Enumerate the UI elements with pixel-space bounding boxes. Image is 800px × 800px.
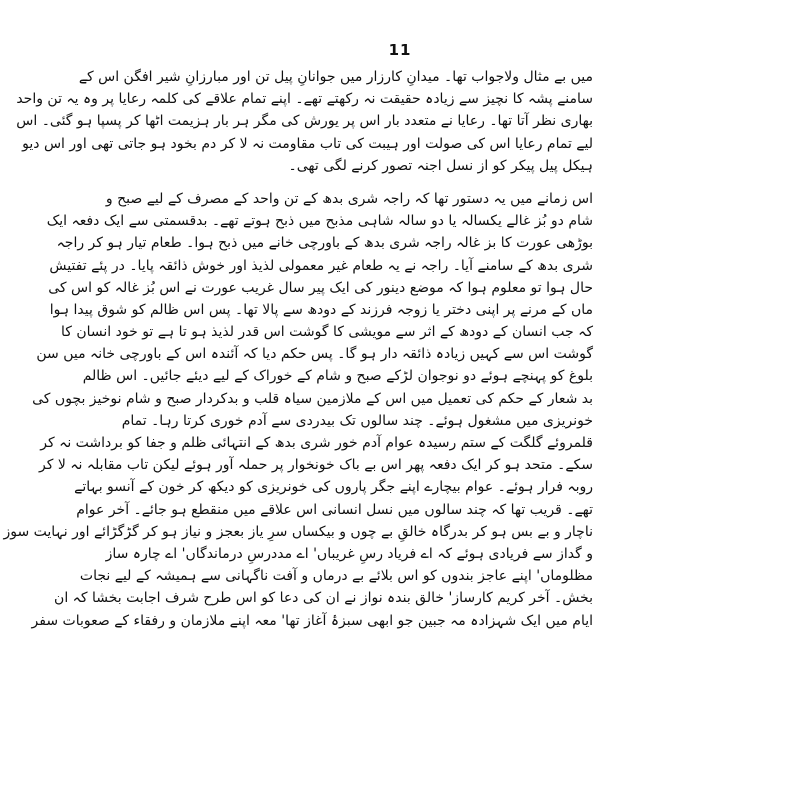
text-line: گوشت اس سے کہیں زیادہ ذائقہ دار ہو گا۔ پس حکم دیا کہ آئندہ اس کے باورچی خانہ میں سن bbox=[36, 346, 593, 363]
text-line: میں بے مثال ولاجواب تھا۔ میدانِ کارزار میں جوانانِ پیل تن اور مبارزانِ شیر افگن اس کے bbox=[78, 69, 593, 85]
body-text bbox=[3, 66, 593, 632]
text-line: شام دو بُز غالے یکسالہ یا دو سالہ شاہی مذبح میں ذبح ہوتے تھے۔ بدقسمتی سے ایک دفعہ ایک bbox=[46, 213, 593, 230]
text-line: حال ہوا تو معلوم ہوا کہ موضع دینور کی ایک پیر سال غریب عورت نے اس بُز غالہ کو اس کی bbox=[48, 279, 593, 296]
page-number: 11 bbox=[388, 41, 412, 59]
text-line: و گداز سے فریادی ہوئے کہ اے فریاد رسِ غریباں' اے مددرسِ درماندگاں' اے چارہ ساز bbox=[105, 545, 593, 562]
text-line: لیے تمام رعایا اس کی صولت اور ہیبت کی تاب مقاومت نہ لا کر دم بخود ہو جاتی تھی اور اس دیو bbox=[22, 135, 593, 152]
text-line: بلوغ کو پہنچے ہوئے دو نوجوان لڑکے صبح و شام کے خوراک کے لیے دیئے جائیں۔ اس ظالم bbox=[82, 368, 593, 385]
text-line: سکے۔ متحد ہو کر ایک دفعہ پھر اس بے باک خونخوار پر حملہ آور ہوئے لیکن تاب مقابلہ نہ لا کر bbox=[39, 457, 593, 474]
text-line: اس زمانے میں یہ دستور تھا کہ راجہ شری بدھ کے تن واحد کے مصرف کے لیے صبح و bbox=[105, 190, 593, 207]
text-line: بوڑھی عورت کا بز غالہ راجہ شری بدھ کے باورچی خانے میں ذبح ہوا۔ طعام تیار ہو کر راجہ bbox=[56, 235, 593, 252]
paragraph-1 bbox=[16, 66, 593, 177]
text-line: ناچار و بے بس ہو کر بدرگاہ خالقِ بے چوں و بیکساں سرِ یاز بعجز و نیاز ہو کر گڑگڑائے اور نہایت سوز bbox=[3, 523, 593, 540]
text-line: بد شعار کے حکم کی تعمیل میں اس کے ملازمین سیاہ قلب و بدکردار صبح و شام نوخیز بچوں کی bbox=[32, 390, 593, 407]
text-line: خونریزی میں مشغول ہوئے۔ چند سالوں تک بیدردی سے آدم خوری کرتا رہا۔ تمام bbox=[121, 412, 593, 429]
text-line: ایام میں ایک شہزادہ مہ جبین جو ابھی سبزۂ آغاز تھا' معہ اپنے ملازمان و رفقاء کے صعوبات سفر bbox=[31, 612, 593, 629]
paragraph-2 bbox=[3, 188, 593, 632]
text-line: ماں کے مرنے پر اپنی دختر یا زوجہ فرزند کے دودھ سے پالا تھا۔ پس اس ظالم کو شوق پیدا ہوا bbox=[49, 301, 593, 318]
text-line: تھے۔ قریب تھا کہ چند سالوں میں نسل انسانی اس علاقے میں منقطع ہو جائے۔ آخر عوام bbox=[76, 501, 593, 518]
text-line: مظلوماں' اپنے عاجز بندوں کو اس بلائے بے درماں و آفت ناگہانی سے ہمیشہ کے لیے نجات bbox=[79, 568, 593, 585]
text-line: کہ جب انسان کے دودھ کے اثر سے مویشی کا گوشت اس قدر لذیذ ہو تا ہے تو خود انسان کا bbox=[60, 324, 593, 341]
text-line: روبہ فرار ہوئے۔ عوام بیچارے اپنے جگر پاروں کی خونریزی کو دیکھ کر خون کے آنسو بہاتے bbox=[74, 479, 593, 496]
text-line: سامنے پشہ کا نچیز سے زیادہ حقیقت نہ رکھتے تھے۔ اپنے تمام علاقے کی کلمہ رعایا پر وہ یہ تن واحد bbox=[16, 91, 593, 108]
text-line: شری بدھ کے سامنے آیا۔ راجہ نے یہ طعام غیر معمولی لذیذ اور خوش ذائقہ پایا۔ در پئے تفتیش bbox=[49, 257, 593, 274]
text-line: قلمروئے گلگت کے ستم رسیدہ عوام آدم خور شری بدھ کے انتہائی ظلم و جفا کو برداشت نہ کر bbox=[40, 435, 593, 451]
text-line: بخش۔ آخر کریم کارساز' خالق بندہ نواز نے ان کی دعا کو اس طرح شرف اجابت بخشا کہ ان bbox=[54, 590, 593, 607]
text-line: بھاری نظر آتا تھا۔ رعایا نے متعدد بار اس پر یورش کی مگر ہر بار ہزیمت اٹھا کر پسپا ہو گئی۔ اس bbox=[16, 113, 593, 130]
paragraph-gap bbox=[207, 177, 593, 188]
text-line: ہیکل پیل پیکر کو از نسل اجنہ تصور کرنے لگی تھی۔ bbox=[288, 157, 593, 174]
